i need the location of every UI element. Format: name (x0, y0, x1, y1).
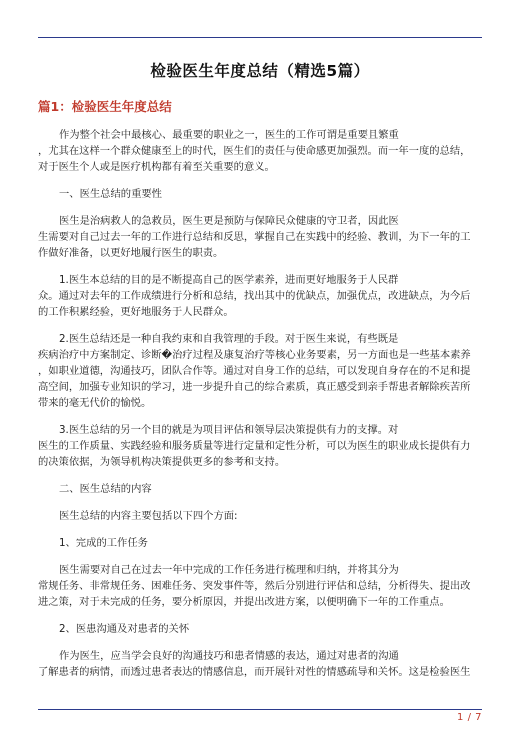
text-line: ，如职业道德，沟通技巧，团队合作等。通过对自身工作的总结，可以发现自身存在的不足和提 (38, 365, 471, 377)
subheading: 2、医患沟通及对患者的关怀 (59, 623, 190, 635)
paragraph (38, 213, 482, 261)
text-line: ，尤其在这样一个群众健康至上的时代，医生们的责任与使命感更加强烈。而一年一度的总结， (38, 145, 471, 157)
text-line: 了解患者的病情，而透过患者表达的情感信息，而开展针对性的情感疏导和关怀。这是检验医生 (38, 666, 471, 678)
document-body (38, 60, 482, 680)
section-title: 篇1：检验医生年度总结 (38, 99, 172, 114)
text-line: 的决策依据，为领导机构决策提供更多的参考和支持。 (38, 456, 286, 468)
text-line: 常规任务、非常规任务、困难任务、突发事件等，然后分别进行评估和总结，分析得失、提出改 (38, 580, 471, 592)
text-line: 进之策，对于未完成的任务，要分析原因，并提出改进方案，以便明确下一年的工作重点。 (38, 596, 450, 608)
subheading: 1、完成的工作任务 (59, 537, 148, 549)
text-line: 医生的工作质量、实践经验和服务质量等进行定量和定性分析，可以为医生的职业成长提供有力 (38, 440, 471, 452)
subheading: 二、医生总结的内容 (59, 483, 152, 495)
footer-rule (38, 709, 482, 710)
text-line: 医生是治病救人的急救员，医生更是预防与保障民众健康的守卫者，因此医 (59, 215, 399, 227)
text-line: 3.医生总结的另一个目的就是为项目评估和领导层决策提供有力的支撑。对 (59, 424, 399, 436)
paragraph (38, 331, 482, 411)
subheading: 一、医生总结的重要性 (59, 188, 162, 200)
paragraph (38, 562, 482, 610)
text-line: 对于医生个人或是医疗机构都有着至关重要的意义。 (38, 161, 275, 173)
text-line: 作为整个社会中最核心、最重要的职业之一，医生的工作可谓是重要且繁重 (59, 129, 399, 141)
text-line: 医生总结的内容主要包括以下四个方面: (59, 510, 238, 522)
header-rule (38, 37, 482, 38)
paragraph (38, 127, 482, 175)
paragraph (38, 272, 482, 320)
paragraph (38, 648, 482, 680)
text-line: 1.医生本总结的目的是不断提高自己的医学素养，进而更好地服务于人民群 (59, 274, 399, 286)
text-line: 医生需要对自己在过去一年中完成的工作任务进行梳理和归纳，并将其分为 (59, 564, 399, 576)
text-line: 作为医生，应当学会良好的沟通技巧和患者情感的表达，通过对患者的沟通 (59, 650, 399, 662)
text-line: 带来的毫无代价的愉悦。 (38, 397, 152, 409)
page-number: 1 / 7 (457, 712, 482, 723)
text-line: 作做好准备，以更好地履行医生的职责。 (38, 247, 224, 259)
text-line: 疾病治疗中方案制定、诊断�治疗过程及康复治疗等核心业务要素，另一方面也是一些基本素养 (38, 349, 471, 361)
text-line: 高空间，加强专业知识的学习，进一步提升自己的综合素质，真正感受到亲手帮患者解除疾苦所 (38, 381, 471, 393)
text-line: 众。通过对去年的工作成绩进行分析和总结，找出其中的优缺点，加强优点，改进缺点，为今后 (38, 290, 471, 302)
paragraph (38, 422, 482, 470)
document-title: 检验医生年度总结（精选5篇） (150, 62, 370, 80)
text-line: 的工作积累经验，更好地服务于人民群众。 (38, 306, 234, 318)
text-line: 生需要对自己过去一年的工作进行总结和反思，掌握自己在实践中的经验、教训，为下一年的工 (38, 231, 471, 243)
text-line: 2.医生总结还是一种自我约束和自我管理的手段。对于医生来说，有些既是 (59, 333, 399, 345)
